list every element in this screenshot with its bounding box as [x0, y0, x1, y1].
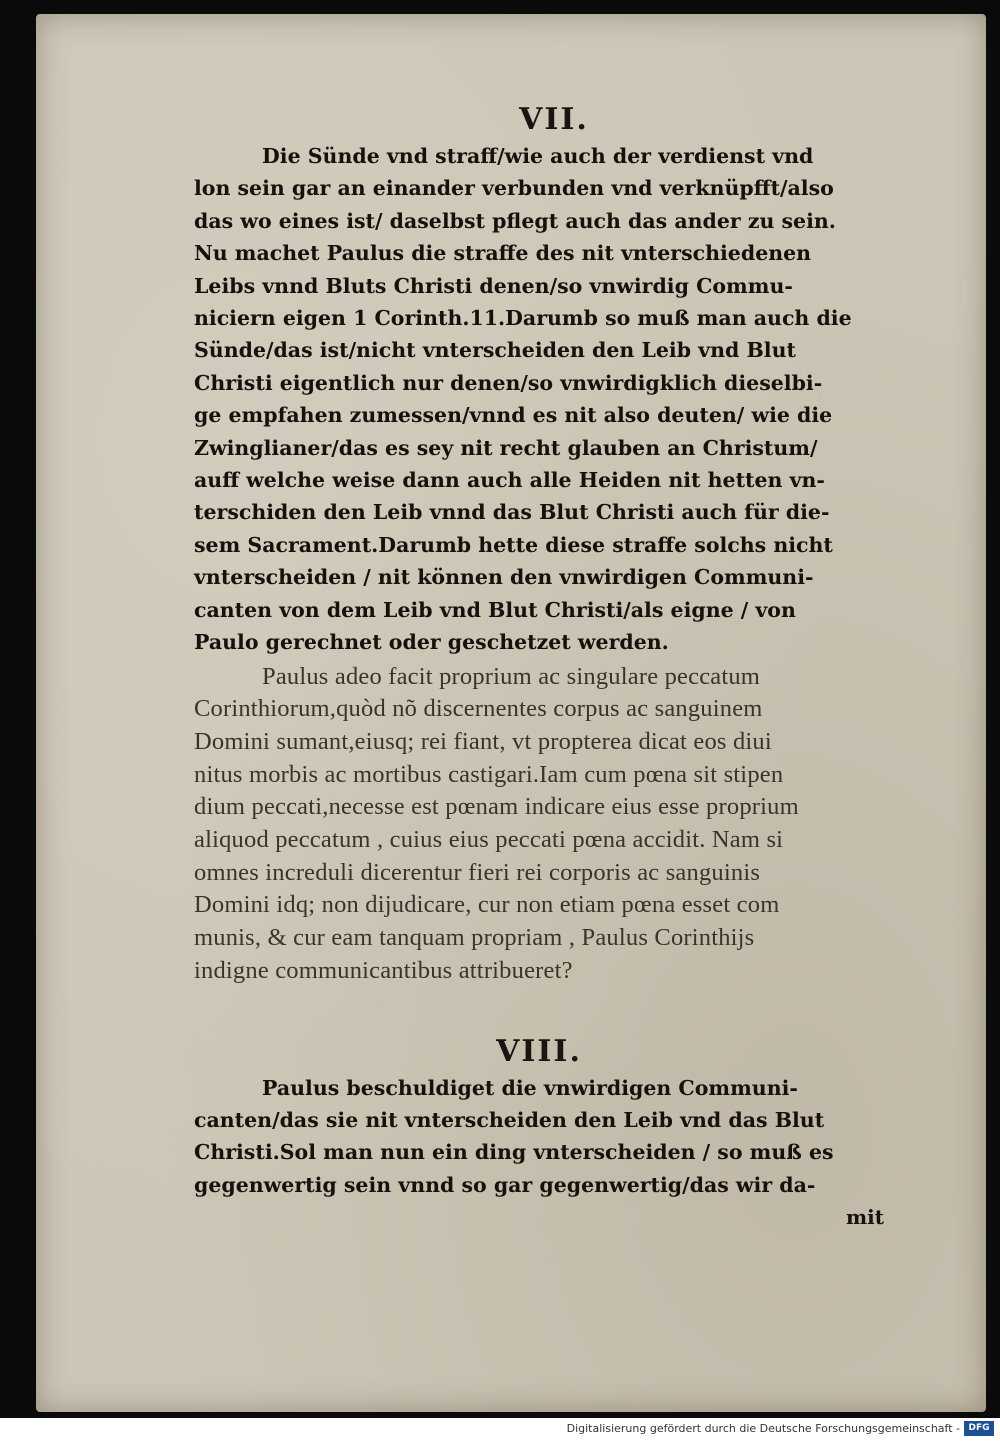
text-line: Sünde/das ist/nicht vnterscheiden den Leib vnd Blut [194, 338, 796, 363]
dfg-logo-icon: DFG [964, 1421, 994, 1436]
text-line: Paulo gerechnet oder geschetzet werden. [194, 630, 669, 655]
text-line: Christi.Sol man nun ein ding vnterscheiden / so muß es [194, 1140, 834, 1165]
text-line: indigne communicantibus attribueret? [194, 956, 573, 984]
text-line: Nu machet Paulus die straffe des nit vnterschiedenen [194, 241, 812, 266]
text-line: niciern eigen 1 Corinth.11.Darumb so muß man auch die [194, 306, 852, 331]
text-line: ge empfahen zumessen/vnnd es nit also deuten/ wie die [194, 403, 833, 428]
section-heading-vii: VII. [519, 102, 589, 137]
text-line: Paulus adeo facit proprium ac singulare peccatum [262, 662, 761, 690]
german-paragraph-viii [194, 1072, 884, 1202]
text-line: auff welche weise dann auch alle Heiden nit hetten vn- [194, 468, 825, 493]
text-line: lon sein gar an einander verbunden vnd verknüpfft/also [194, 176, 834, 201]
page-text-block [194, 100, 884, 1231]
text-line: canten von dem Leib vnd Blut Christi/als eigne / von [194, 597, 796, 622]
text-line: Zwinglianer/das es sey nit recht glauben an Christum/ [194, 435, 818, 460]
text-line: munis, & cur eam tanquam propriam , Paulus Corinthijs [194, 924, 755, 952]
text-line: terschiden den Leib vnnd das Blut Christi auch für die- [194, 500, 830, 525]
text-line: Christi eigentlich nur denen/so vnwirdigklich dieselbi- [194, 370, 823, 395]
catchword: mit [846, 1205, 884, 1230]
text-line: gegenwertig sein vnnd so gar gegenwertig/das wir da- [194, 1172, 816, 1197]
text-line: Leibs vnnd Bluts Christi denen/so vnwirdig Commu- [194, 273, 793, 298]
text-line: Domini sumant,eiusq; rei fiant, vt propterea dicat eos diui [194, 727, 772, 755]
text-line: das wo eines ist/ daselbst pflegt auch das ander zu sein. [194, 208, 836, 233]
text-line: nitus morbis ac mortibus castigari.Iam cum pœna sit stipen [194, 760, 784, 788]
text-line: Domini idq; non dijudicare, cur non etiam pœna esset com [194, 891, 780, 919]
section-heading-viii: VIII. [496, 1033, 582, 1069]
text-line: Corinthiorum,quòd nõ discernentes corpus ac sanguinem [194, 695, 763, 723]
text-line: aliquod peccatum , cuius eius peccati pœna accidit. Nam si [194, 826, 784, 854]
text-line: sem Sacrament.Darumb hette diese straffe solchs nicht [194, 532, 833, 557]
german-paragraph-vii [194, 140, 884, 659]
text-line: Paulus beschuldiget die vnwirdigen Communi- [262, 1075, 798, 1100]
footer-credit: Digitalisierung gefördert durch die Deutsche Forschungsgemeinschaft - [566, 1422, 960, 1435]
text-line: omnes increduli dicerentur fieri rei corporis ac sanguinis [194, 858, 761, 886]
footer-bar [0, 1418, 1000, 1441]
latin-paragraph-vii [194, 661, 884, 988]
text-line: canten/das sie nit vnterscheiden den Leib vnd das Blut [194, 1107, 825, 1132]
text-line: vnterscheiden / nit können den vnwirdigen Communi- [194, 565, 814, 590]
text-line: dium peccati,necesse est pœnam indicare eius esse proprium [194, 793, 799, 821]
text-line: Die Sünde vnd straff/wie auch der verdienst vnd [262, 144, 814, 168]
